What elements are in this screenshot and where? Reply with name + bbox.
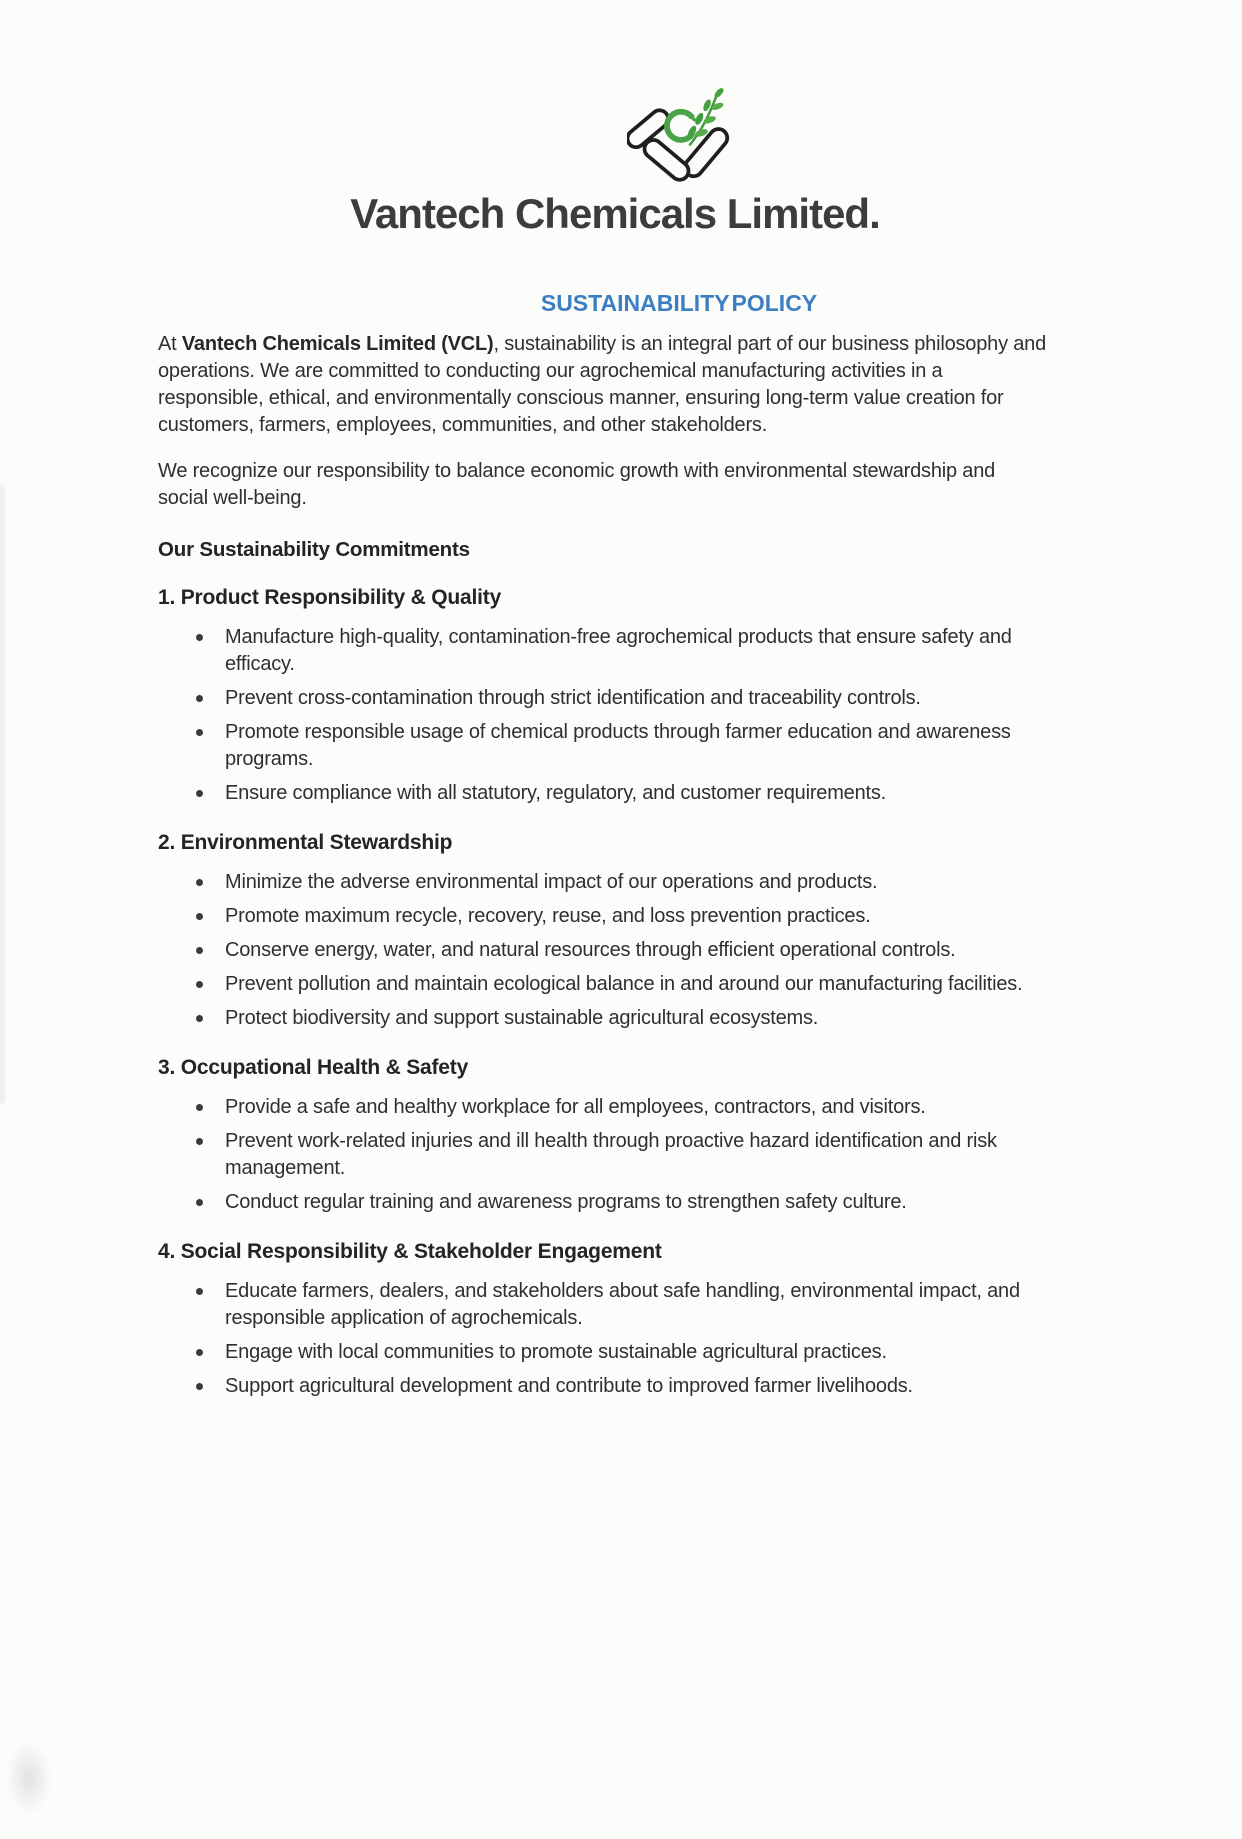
- bullet-text: Protect biodiversity and support sustainable agricultural ecosystems.: [225, 1007, 819, 1029]
- policy-section: [158, 586, 1050, 807]
- commitments-heading: Our Sustainability Commitments: [158, 538, 470, 561]
- section-heading: 1. Product Responsibility & Quality: [158, 586, 502, 609]
- bullet-item: [158, 1128, 1045, 1182]
- bullet-list: [158, 624, 1050, 807]
- bullet-dot-icon: [196, 695, 203, 702]
- bullet-dot-icon: [196, 634, 203, 641]
- bullet-text: Manufacture high-quality, contamination-free agrochemical products that ensure safety and efficacy.: [225, 626, 1012, 675]
- bullet-text: Conserve energy, water, and natural resources through efficient operational controls.: [225, 939, 956, 961]
- bullet-item: [158, 1278, 1045, 1332]
- bullet-item: [158, 780, 1045, 807]
- bullet-item: [158, 971, 1045, 998]
- bullet-item: [158, 903, 1045, 930]
- bullet-dot-icon: [196, 1288, 203, 1295]
- bullet-dot-icon: [196, 913, 203, 920]
- bullet-text: Educate farmers, dealers, and stakeholders about safe handling, environmental impact, and responsible application of agrochemicals.: [225, 1280, 1020, 1329]
- bullet-dot-icon: [196, 1015, 203, 1022]
- bullet-item: [158, 685, 1045, 712]
- intro-p1-company: Vantech Chemicals Limited (VCL): [181, 333, 494, 355]
- bullet-text: Ensure compliance with all statutory, regulatory, and customer requirements.: [225, 782, 887, 804]
- intro-p1-prefix: At: [158, 333, 182, 355]
- bullet-list: [158, 1094, 1050, 1216]
- bullet-dot-icon: [196, 879, 203, 886]
- intro-p1-rest: , sustainability is an integral part of our business philosophy and operations. We are committed to conducting our agrochemical manufacturing activities in a responsible, ethical, and environmentally conscious manner, ensuring long-term value creation for customers, farmers, employees, communities, and other stakeholders.: [158, 333, 1047, 436]
- bullet-text: Minimize the adverse environmental impact of our operations and products.: [225, 871, 878, 893]
- bullet-item: [158, 1189, 1045, 1216]
- bullet-dot-icon: [196, 1199, 203, 1206]
- policy-section: [158, 831, 1050, 1032]
- bullet-dot-icon: [196, 1349, 203, 1356]
- bullet-text: Prevent pollution and maintain ecological balance in and around our manufacturing facilities.: [225, 973, 1023, 995]
- bullet-dot-icon: [196, 1138, 203, 1145]
- bullet-dot-icon: [196, 729, 203, 736]
- bullet-text: Support agricultural development and contribute to improved farmer livelihoods.: [225, 1375, 913, 1397]
- logo-capsule-middle: [641, 136, 692, 183]
- bullet-text: Prevent cross-contamination through strict identification and traceability controls.: [225, 687, 921, 709]
- bullet-text: Prevent work-related injuries and ill health through proactive hazard identification and risk management.: [225, 1130, 997, 1179]
- bullet-dot-icon: [196, 790, 203, 797]
- company-name: Vantech Chemicals Limited.: [350, 190, 880, 237]
- bullet-text: Conduct regular training and awareness programs to strengthen safety culture.: [225, 1191, 907, 1213]
- bullet-item: [158, 869, 1045, 896]
- bullet-item: [158, 1005, 1045, 1032]
- page-title: SUSTAINABILITY POLICY: [540, 290, 818, 316]
- bullet-text: Engage with local communities to promote sustainable agricultural practices.: [225, 1341, 887, 1363]
- bullet-dot-icon: [196, 1104, 203, 1111]
- policy-sections: [158, 586, 1050, 1400]
- bullet-item: [158, 1373, 1045, 1400]
- company-logo: [627, 84, 731, 188]
- document-page: [0, 84, 1242, 1839]
- bullet-text: Promote responsible usage of chemical products through farmer education and awareness programs.: [225, 721, 1011, 770]
- bullet-list: [158, 1278, 1050, 1400]
- scan-corner-smudge: [6, 1741, 52, 1815]
- bullet-dot-icon: [196, 947, 203, 954]
- section-heading: 3. Occupational Health & Safety: [158, 1056, 469, 1079]
- bullet-text: Promote maximum recycle, recovery, reuse, and loss prevention practices.: [225, 905, 871, 927]
- bullet-item: [158, 937, 1045, 964]
- bullet-text: Provide a safe and healthy workplace for all employees, contractors, and visitors.: [225, 1096, 926, 1118]
- policy-section: [158, 1056, 1050, 1216]
- bullet-dot-icon: [196, 981, 203, 988]
- bullet-dot-icon: [196, 1383, 203, 1390]
- bullet-item: [158, 1339, 1045, 1366]
- bullet-item: [158, 624, 1045, 678]
- intro-paragraph-1: [158, 331, 1050, 439]
- scan-edge-smudge: [0, 484, 4, 1104]
- vantech-logo-icon: [627, 84, 731, 188]
- bullet-item: [158, 719, 1045, 773]
- policy-section: [158, 1240, 1050, 1400]
- bullet-item: [158, 1094, 1045, 1121]
- document-body: [158, 331, 1050, 1400]
- bullet-list: [158, 869, 1050, 1032]
- section-heading: 2. Environmental Stewardship: [158, 831, 453, 854]
- section-heading: 4. Social Responsibility & Stakeholder Engagement: [158, 1240, 662, 1263]
- intro-paragraph-2: We recognize our responsibility to balance economic growth with environmental stewardship and social well-being.: [158, 460, 996, 509]
